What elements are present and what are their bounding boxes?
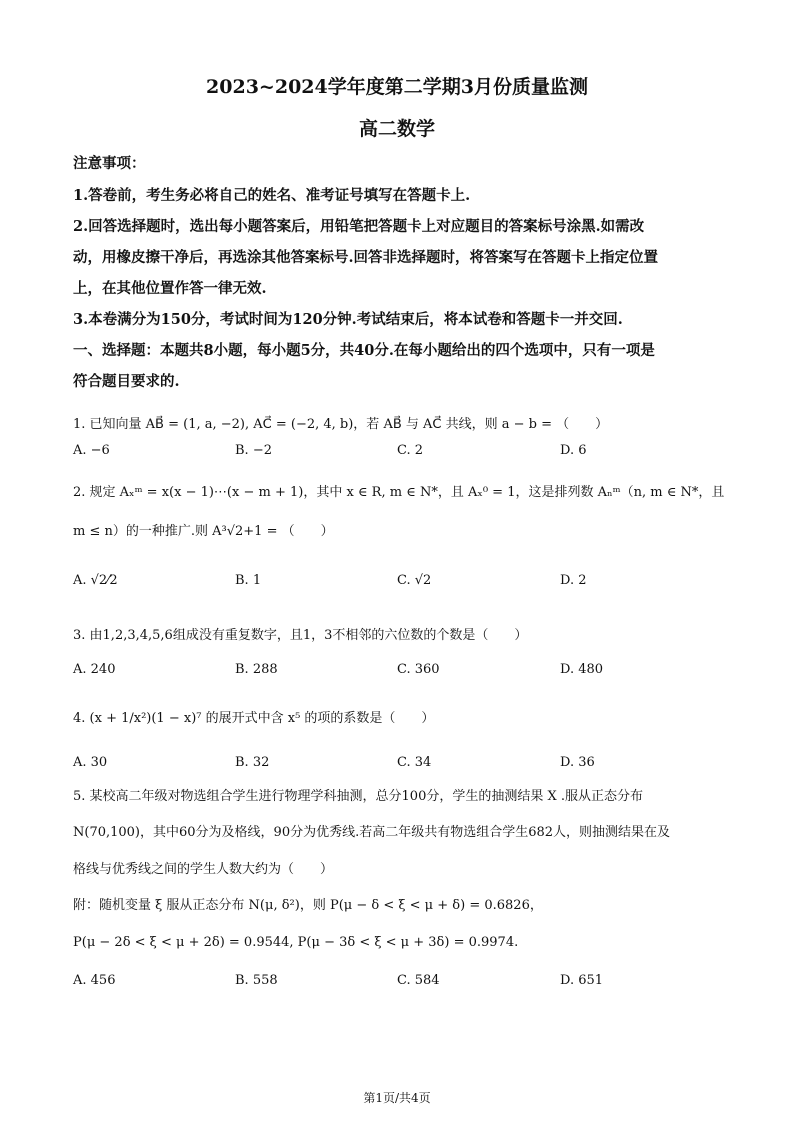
question-5-stem-3: 格线与优秀线之间的学生人数大约为（ ）	[73, 862, 334, 877]
question-5-note-2: P(μ − 2δ < ξ < μ + 2δ) = 0.9544, P(μ − 3δ < ξ < μ + 3δ) = 0.9974.	[73, 935, 519, 950]
q3-option-c: C. 360	[397, 662, 440, 677]
question-2-stem-1: 2. 规定 Aₓᵐ = x(x − 1)⋯(x − m + 1)，其中 x ∈ R, m ∈ N*，且 Aₓ⁰ = 1，这是排列数 Aₙᵐ（n, m ∈ N*，且	[73, 485, 725, 500]
q4-option-c: C. 34	[397, 755, 432, 770]
q5-option-d: D. 651	[560, 973, 604, 988]
question-5-stem-1: 5. 某校高二年级对物选组合学生进行物理学科抽测，总分100分，学生的抽测结果 X .服从正态分布	[73, 789, 644, 804]
q3-option-a: A. 240	[73, 662, 116, 677]
q5-option-b: B. 558	[235, 973, 278, 988]
question-4-stem: 4. (x + 1/x²)(1 − x)⁷ 的展开式中含 x⁵ 的项的系数是（ ）	[73, 711, 435, 726]
q4-option-d: D. 36	[560, 755, 595, 770]
q1-option-a: A. −6	[73, 443, 110, 458]
q4-option-b: B. 32	[235, 755, 270, 770]
q1-option-c: C. 2	[397, 443, 424, 458]
question-1-stem: 1. 已知向量 AB⃗ = (1, a, −2), AC⃗ = (−2, 4, b)，若 AB⃗ 与 AC⃗ 共线，则 a − b = （ ）	[73, 417, 609, 432]
exam-subtitle: 高二数学	[358, 118, 435, 140]
q3-option-b: B. 288	[235, 662, 278, 677]
notes-heading: 注意事项：	[73, 155, 146, 172]
q2-option-c: C. √2	[397, 573, 432, 588]
question-3-stem: 3. 由1,2,3,4,5,6组成没有重复数字，且1，3不相邻的六位数的个数是（ ）	[73, 628, 528, 643]
q3-option-d: D. 480	[560, 662, 604, 677]
q4-option-a: A. 30	[73, 755, 108, 770]
q2-option-d: D. 2	[560, 573, 587, 588]
q2-option-a: A. √2⁄2	[73, 573, 118, 588]
q1-option-b: B. −2	[235, 443, 272, 458]
note-2b: 动，用橡皮擦干净后，再选涂其他答案标号.回答非选择题时，将答案写在答题卡上指定位置	[73, 249, 659, 266]
q2-option-b: B. 1	[235, 573, 262, 588]
q1-option-d: D. 6	[560, 443, 587, 458]
note-1: 1.答卷前，考生务必将自己的姓名、准考证号填写在答题卡上.	[73, 187, 471, 204]
exam-title: 2023~2024学年度第二学期3月份质量监测	[206, 76, 588, 98]
note-3: 3.本卷满分为150分，考试时间为120分钟.考试结束后，将本试卷和答题卡一并交回.	[73, 311, 623, 328]
section-heading-2: 符合题目要求的.	[73, 373, 180, 390]
page-number: 第1页/共4页	[363, 1091, 431, 1105]
note-2c: 上，在其他位置作答一律无效.	[73, 280, 267, 297]
note-2a: 2.回答选择题时，选出每小题答案后，用铅笔把答题卡上对应题目的答案标号涂黑.如需改	[73, 218, 645, 235]
q5-option-c: C. 584	[397, 973, 440, 988]
section-heading-1: 一、选择题：本题共8小题，每小题5分，共40分.在每小题给出的四个选项中，只有一项是	[73, 342, 655, 359]
question-5-note-1: 附：随机变量 ξ 服从正态分布 N(μ, δ²)，则 P(μ − δ < ξ < μ + δ) = 0.6826，	[73, 898, 543, 913]
question-5-stem-2: N(70,100)，其中60分为及格线，90分为优秀线.若高二年级共有物选组合学生682人，则抽测结果在及	[73, 825, 671, 840]
question-2-stem-2: m ≤ n）的一种推广.则 A³√2+1 = （ ）	[73, 524, 334, 539]
q5-option-a: A. 456	[73, 973, 116, 988]
